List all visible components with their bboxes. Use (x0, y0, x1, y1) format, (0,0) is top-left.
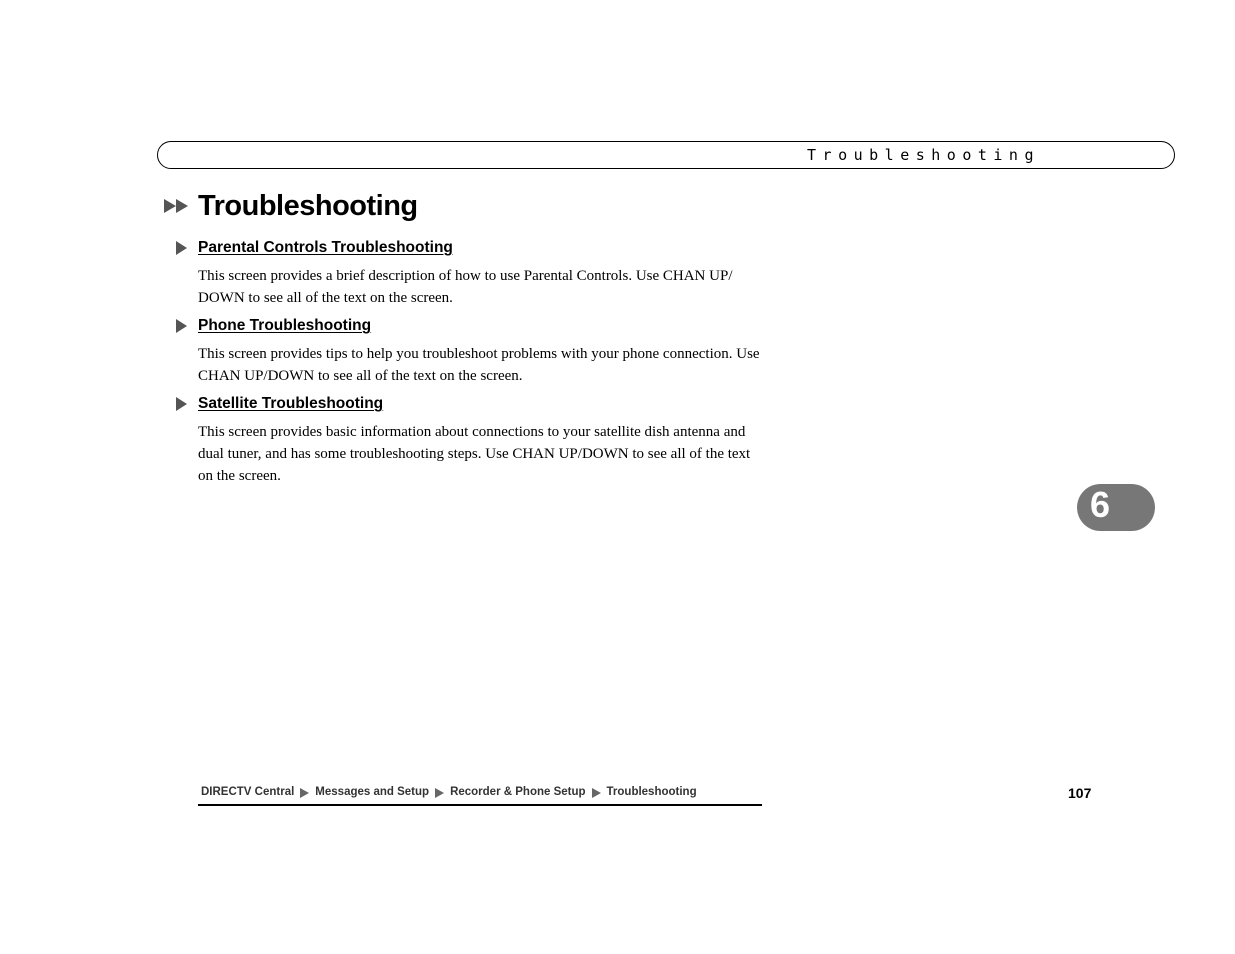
triangle-bullet-icon (176, 241, 187, 255)
chapter-number: 6 (1090, 484, 1111, 525)
section-body: This screen provides basic information about connections to your satellite dish antenna and dual tuner, and has some troubleshooting steps. Use CHAN UP/DOWN to see all of the text on the screen. (198, 424, 751, 484)
section-heading (176, 393, 766, 415)
section-phone (176, 315, 766, 387)
section-title: Satellite Troubleshooting (198, 395, 384, 412)
breadcrumb (198, 786, 762, 806)
page-number: 107 (1068, 785, 1092, 801)
triangle-bullet-icon (176, 397, 187, 411)
section-body: This screen provides tips to help you troubleshoot problems with your phone connection. Use CHAN UP/DOWN to see all of the text on the screen. (198, 346, 760, 384)
breadcrumb-item: Recorder & Phone Setup (450, 786, 586, 798)
double-arrow-icon (164, 199, 188, 213)
page-title: Troubleshooting (198, 189, 418, 222)
running-header-title: Troubleshooting (807, 146, 1040, 164)
breadcrumb-arrow-icon (300, 788, 309, 798)
section-satellite (176, 393, 766, 487)
section-body: This screen provides a brief description of how to use Parental Controls. Use CHAN UP/ DOWN to see all of the text on the screen. (198, 268, 733, 306)
section-heading (176, 315, 766, 337)
section-title: Phone Troubleshooting (198, 317, 372, 334)
section-heading (176, 237, 766, 259)
breadcrumb-arrow-icon (435, 788, 444, 798)
running-header (157, 141, 1175, 169)
breadcrumb-item: Troubleshooting (606, 786, 697, 798)
triangle-bullet-icon (176, 319, 187, 333)
page-heading (164, 186, 418, 226)
section-parental-controls (176, 237, 766, 309)
breadcrumb-arrow-icon (592, 788, 601, 798)
section-title: Parental Controls Troubleshooting (198, 239, 453, 256)
breadcrumb-item: DIRECTV Central (201, 786, 295, 798)
chapter-tab (1077, 484, 1155, 531)
breadcrumb-item: Messages and Setup (315, 786, 430, 798)
